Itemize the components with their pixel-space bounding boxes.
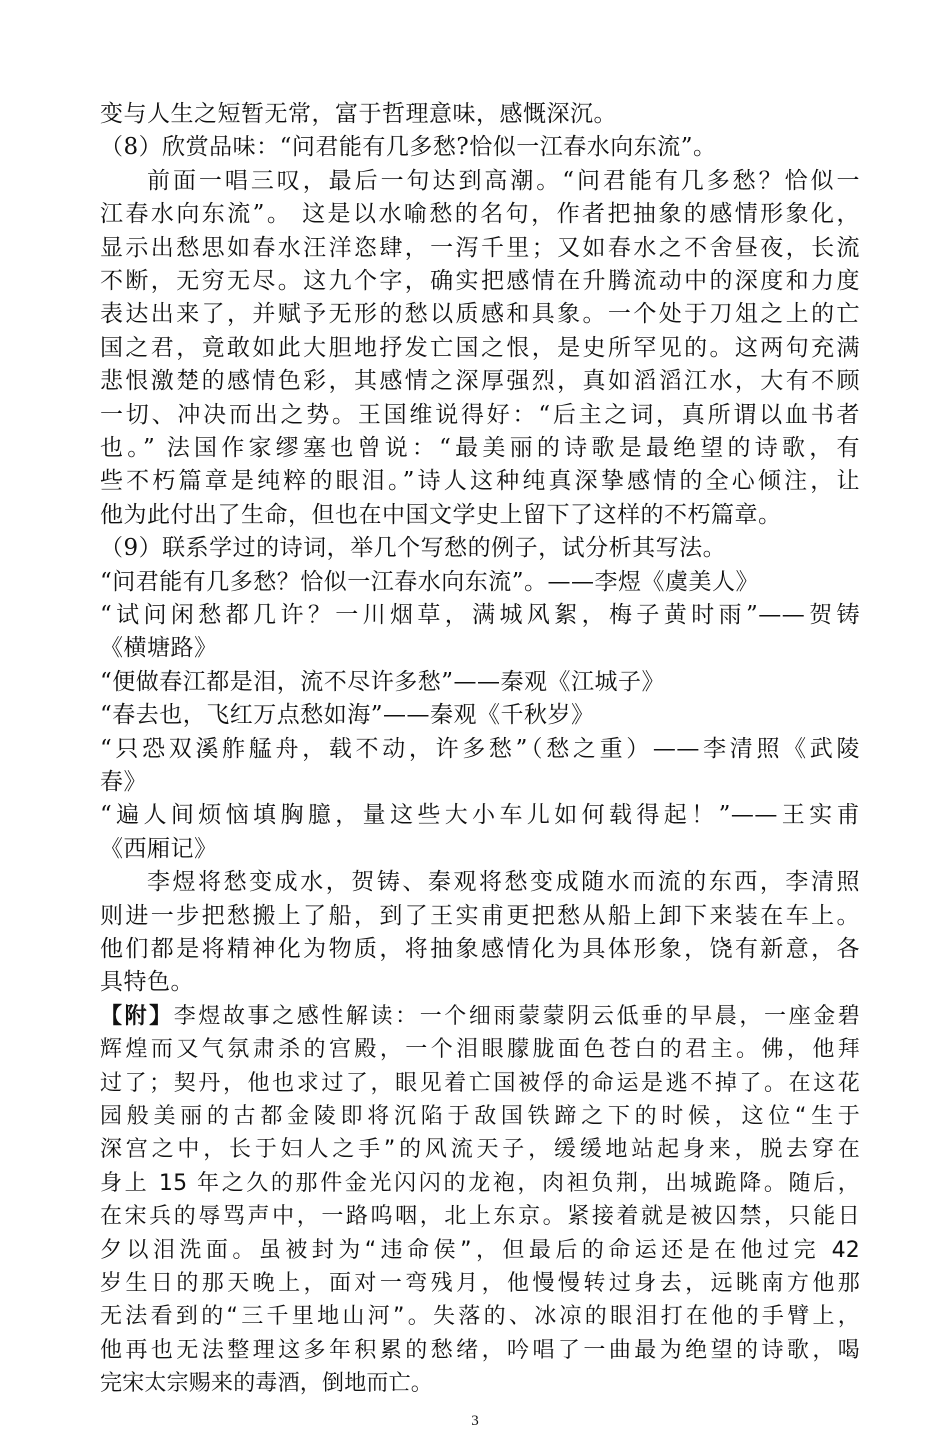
question-8-heading: （8）欣赏品味：“问君能有几多愁?恰似一江春水向东流”。 [100,134,717,161]
appendix-line: 夕以泪洗面。虽被封为“违命侯”，但最后的命运还是在他过完 42 [100,1237,860,1263]
quote-line: “遍人间烦恼填胸臆，量这些大小车儿如何载得起！”——王实甫 [100,802,860,829]
text-line: 表达出来了，并赋予无形的愁以质感和具象。一个处于刀俎之上的亡 [100,301,860,328]
text-line: 悲恨激楚的感情色彩，其感情之深厚强烈，真如滔滔江水，大有不顾 [100,368,860,395]
appendix-line: 无法看到的“三千里地山河”。失落的、冰凉的眼泪打在他的手臂上， [100,1304,860,1330]
text-line: 他为此付出了生命，但也在中国文学史上留下了这样的不朽篇章。 [100,501,782,528]
quote-line: 《西厢记》 [100,835,218,862]
quote-line: “问君能有几多愁？恰似一江春水向东流”。——李煜《虞美人》 [100,568,760,595]
page-number: 3 [471,1412,479,1429]
appendix-line: 岁生日的那天晚上，面对一弯残月，他慢慢转过身去，远眺南方他那 [100,1271,860,1296]
appendix-line: 身上 15 年之久的那件金光闪闪的龙袍，肉袒负荆，出城跪降。随后， [100,1170,860,1196]
appendix-tag: 【附】 [100,1003,174,1029]
question-9-heading: （9）联系学过的诗词，举几个写愁的例子，试分析其写法。 [100,535,727,562]
text-line: 不断，无穷无尽。这九个字，确实把感情在升腾流动中的深度和力度 [100,268,860,294]
appendix-line: 他再也无法整理这多年积累的愁绪，吟唱了一曲最为绝望的诗歌，喝 [100,1337,860,1363]
appendix-line: 深宫之中，长于妇人之手”的风流天子，缓缓地站起身来，脱去穿在 [100,1137,860,1163]
quote-line: “春去也，飞红万点愁如海”——秦观《千秋岁》 [100,702,595,729]
quote-line: 《横塘路》 [100,635,218,662]
appendix-line: 园般美丽的古都金陵即将沉陷于敌国铁蹄之下的时候，这位“生于 [100,1104,860,1129]
text-line: 则进一步把愁搬上了船，到了王实甫更把愁从船上卸下来装在车上。 [100,902,860,929]
text-line: 显示出愁思如春水汪洋恣肆，一泻千里；又如春水之不舍昼夜，长流 [100,234,860,261]
text-line: 李煜将愁变成水，贺铸、秦观将愁变成随水而流的东西，李清照 [147,869,860,896]
appendix-text: 李煜故事之感性解读：一个细雨蒙蒙阴云低垂的早晨，一座金碧 [173,1003,860,1029]
text-line: 江春水向东流”。 这是以水喻愁的名句，作者把抽象的感情形象化， [100,201,860,228]
text-line: 具特色。 [100,969,194,996]
appendix-line: 在宋兵的辱骂声中，一路呜咽，北上东京。紧接着就是被囚禁，只能日 [100,1204,860,1230]
text-line: 他们都是将精神化为物质，将抽象感情化为具体形象，饶有新意，各 [100,936,860,962]
text-line: 也。” 法国作家缪塞也曾说：“最美丽的诗歌是最绝望的诗歌，有 [100,435,860,461]
quote-line: “便做春江都是泪，流不尽许多愁”——秦观《江城子》 [100,668,666,695]
appendix-first-line [100,1000,860,1033]
text-line: 前面一唱三叹，最后一句达到高潮。“问君能有几多愁？恰似一 [147,167,860,194]
text-line: 一切、冲决而出之势。王国维说得好：“后主之词，真所谓以血书者 [100,401,860,428]
quote-line: “试问闲愁都几许？一川烟草，满城风絮，梅子黄时雨”——贺铸 [100,602,860,628]
appendix-line: 辉煌而又气氛肃杀的宫殿，一个泪眼朦胧面色苍白的君主。佛，他拜 [100,1037,860,1063]
quote-line: 春》 [100,769,147,795]
text-line: 国之君，竟敢如此大胆地抒发亡国之恨，是史所罕见的。这两句充满 [100,334,860,361]
quote-line: “只恐双溪舴艋舟，载不动，许多愁”（愁之重）——李清照《武陵 [100,735,860,762]
text-line: 些不朽篇章是纯粹的眼泪。”诗人这种纯真深挚感情的全心倾注，让 [100,468,860,495]
appendix-line: 完宋太宗赐来的毒酒，倒地而亡。 [100,1371,434,1397]
appendix-line: 过了；契丹，他也求过了，眼见着亡国被俘的命运是逃不掉了。在这花 [100,1070,860,1096]
text-line: 变与人生之短暂无常，富于哲理意味，感慨深沉。 [100,101,617,127]
